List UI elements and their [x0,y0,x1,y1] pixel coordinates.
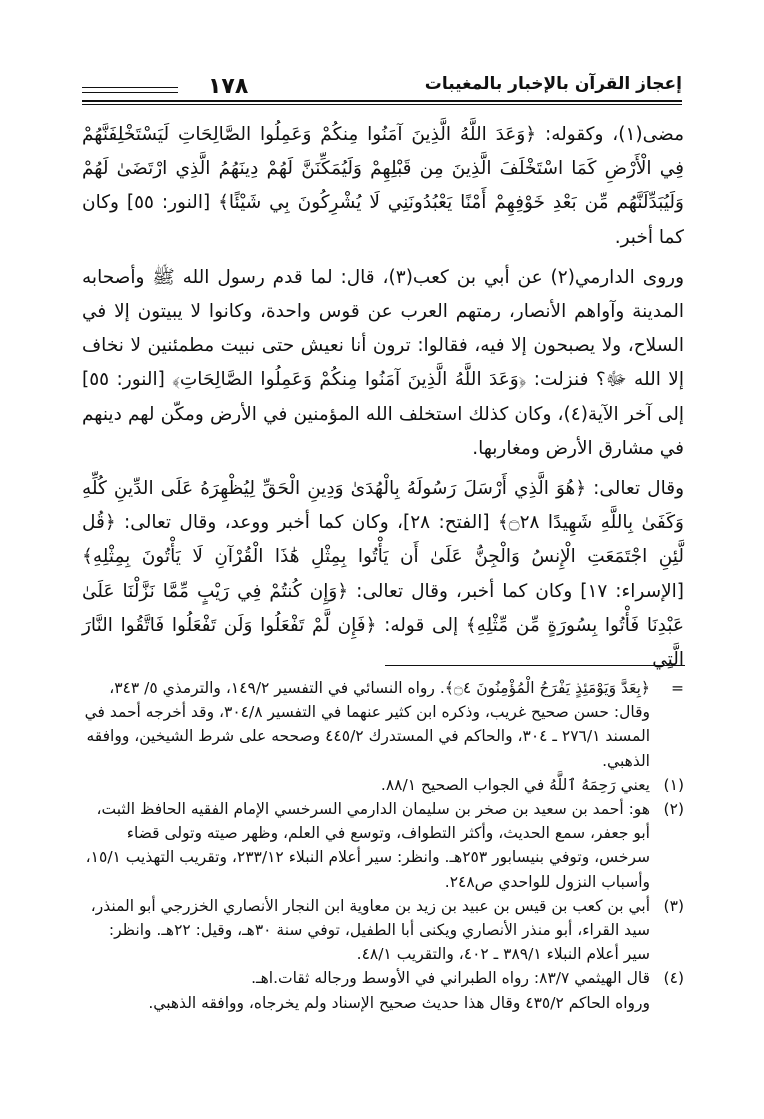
paragraph-3: وقال تعالى: ﴿هُوَ الَّذِي أَرْسَلَ رَسُولَهُ بِالْهُدَىٰ وَدِينِ الْحَقِّ لِيُظْهِرَهُ عَلَى الدِّينِ كُلِّهِ وَكَفَىٰ بِاللَّهِ شَهِيدًا ۝٢٨﴾ [الفتح: ٢٨]، وكان كما أخبر ووعد، وقال تعالى: ﴿قُل لَّئِنِ اجْتَمَعَتِ الْإِنسُ وَالْجِنُّ عَلَىٰ أَن يَأْتُوا بِمِثْلِ هَٰذَا الْقُرْآنِ لَا يَأْتُونَ بِمِثْلِهِ﴾ [الإسراء: ١٧] وكان كما أخبر، وقال تعالى: ﴿وَإِن كُنتُمْ فِي رَيْبٍ مِّمَّا نَزَّلْنَا عَلَىٰ عَبْدِنَا فَأْتُوا بِسُورَةٍ مِّن مِّثْلِهِ﴾ إلى قوله: ﴿فَإِن لَّمْ تَفْعَلُوا وَلَن تَفْعَلُوا فَاتَّقُوا النَّارَ الَّتِي [82,478,684,671]
footnote-text: أبي بن كعب بن قيس بن عبيد بن زيد بن معاوية ابن النجار الأنصاري الخزرجي أبو المنذر، سيد القراء، أبو منذر الأنصاري ويكنى أبا الطفيل، توفي سنة ٣٠هـ، وقيل: ٢٢هـ. وانظر: سير أعلام النبلاء ٣٨٩/١ ـ ٤٠٢، والتقريب ٤٨/١. [90,896,650,964]
footnote-text: قال الهيثمي ٨٣/٧: رواه الطبراني في الأوسط ورجاله ثقات.اهـ. [251,969,650,988]
footnote-text: ﴿بِعَدَّ وَيَوْمَئِذٍ يَفْرَحُ الْمُؤْمِنُونَ ۝٤﴾. رواه النسائي في التفسير ١٤٩/٢، والترمذي ٥/ ٣٤٣، وقال: حسن صحيح غريب، وذكره ابن كثير عنهما في التفسير ٣٠٤/٨، وقد أخرجه أحمد في المسند ٢٧٦/١ ـ ٣٠٤، والحاكم في المستدرك ٤٤٥/٢ وصححه على شرط الشيخين، ووافقه الذهبي. [84,679,650,770]
footnote-4 [82,966,684,990]
footnotes [82,676,684,1015]
header-left-rule-thin [82,92,178,93]
footnote-1 [82,773,684,797]
footnote-marker: (٢) [663,800,684,819]
footnote-tail [82,991,684,1015]
page-header [82,70,682,106]
paragraph-1: مضى(١)، وكقوله: ﴿وَعَدَ اللَّهُ الَّذِينَ آمَنُوا مِنكُمْ وَعَمِلُوا الصَّالِحَاتِ لَيَسْتَخْلِفَنَّهُمْ فِي الْأَرْضِ كَمَا اسْتَخْلَفَ الَّذِينَ مِن قَبْلِهِمْ وَلَيُمَكِّنَنَّ لَهُمْ دِينَهُمُ الَّذِي ارْتَضَىٰ لَهُمْ وَلَيُبَدِّلَنَّهُم مِّن بَعْدِ خَوْفِهِمْ أَمْنًا يَعْبُدُونَنِي لَا يُشْرِكُونَ بِي شَيْئًا﴾ [النور: ٥٥] وكان كما أخبر. [82,124,684,248]
paragraph-2: وروى الدارمي(٢) عن أبي بن كعب(٣)، قال: لما قدم رسول الله ﷺ وأصحابه المدينة وآواهم الأنصار، رمتهم العرب عن قوس واحدة، وكانوا لا يبيتون إلا في السلاح، ولا يصبحون إلا فيه، فقالوا: ترون أنا نعيش حتى نبيت مطمئنين لا نخاف إلا الله ﷻ؟ فنزلت: ﴿وَعَدَ اللَّهُ الَّذِينَ آمَنُوا مِنكُمْ وَعَمِلُوا الصَّالِحَاتِ﴾ [النور: ٥٥] إلى آخر الآية(٤)، وكان كذلك استخلف الله المؤمنين في الأرض ومكّن لهم دينهم في مشارق الأرض ومغاربها. [82,266,685,459]
footnote-3 [82,894,684,967]
footnote-2 [82,797,684,894]
footnote-separator [385,665,685,666]
header-left-rule [82,87,178,88]
running-title: إعجاز القرآن بالإخبار بالمغيبات [419,74,682,94]
main-text [82,118,684,683]
footnote-continuation [82,676,684,773]
footnote-marker: (٣) [663,896,684,915]
footnote-marker: (١) [663,775,684,794]
header-rule [82,100,682,102]
page-number: ١٧٨ [202,74,254,99]
footnote-text: ورواه الحاكم ٤٣٥/٢ وقال هذا حديث صحيح الإسناد ولم يخرجاه، ووافقه الذهبي. [148,993,650,1012]
footnote-text: يعني رَحِمَهُ ٱللَّهُ في الجواب الصحيح ٨٨/١. [380,775,650,794]
header-rule-thin [82,104,682,105]
footnote-text: هو: أحمد بن سعيد بن صخر بن سليمان الدارمي السرخسي الإمام الفقيه الحافظ الثبت، أبو جعفر، سمع الحديث، وأكثر التطواف، وتوسع في العلم، وظهر صيته وتولى قضاء سرخس، وتوفي بنيسابور ٢٥٣هـ. وانظر: سير أعلام النبلاء ٢٣٣/١٢، وتقريب التهذيب ١٥/١، وأسباب النزول للواحدي ص٢٤٨. [85,800,650,891]
footnote-marker: (٤) [663,969,684,988]
footnote-marker: = [671,679,684,697]
